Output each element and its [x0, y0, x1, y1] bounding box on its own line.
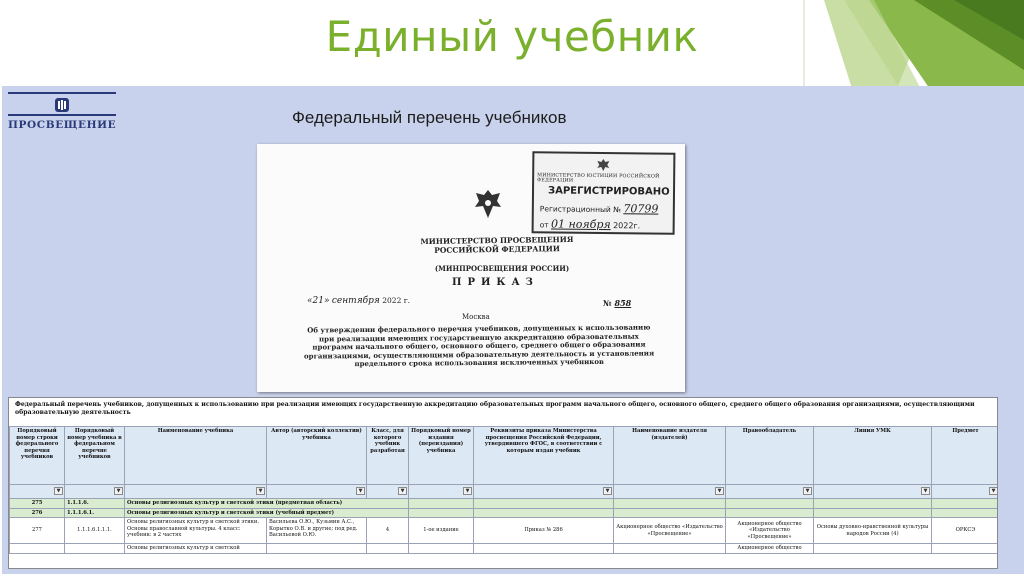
table-header-row [10, 427, 999, 485]
row-title: Основы религиозных культур и светской этики (предметная область) [125, 499, 409, 509]
filter-dropdown-button[interactable]: ▼ [989, 487, 998, 495]
eagle-emblem-icon [596, 158, 610, 172]
ministry-short: (МИНПРОСВЕЩЕНИЯ РОССИИ) [434, 264, 570, 273]
header-cell: Правообладатель [726, 427, 814, 485]
stamp-ministry: МИНИСТЕРСТВО ЮСТИЦИИ РОССИЙСКОЙ ФЕДЕРАЦИИ [537, 173, 660, 184]
stamp-reg-label: Регистрационный № [539, 204, 622, 215]
filter-dropdown-button[interactable]: ▼ [356, 487, 365, 495]
stamp-date-prefix: от [539, 220, 549, 230]
order-number [603, 298, 631, 308]
header-cell: Порядковый номер строки федерального перечня учебников [10, 427, 65, 485]
order-document [257, 144, 685, 392]
coat-of-arms-icon [473, 188, 503, 220]
filter-dropdown-button[interactable]: ▼ [921, 487, 930, 495]
order-date-year: 2022 г. [382, 296, 411, 305]
slide-picture [2, 86, 1024, 574]
row-title: Основы религиозных культур и светской этики. Основы православной культуры. 4 класс: учебник: в 2 частях [125, 518, 267, 544]
header-cell: Наименование издателя (издателей) [614, 427, 726, 485]
order-number-value: 858 [614, 298, 632, 308]
header-cell: Наименование учебника [125, 427, 267, 485]
sheet-caption: Федеральный перечень учебников, допущенных к использованию при реализации имеющих государственную аккредитацию образовательных программ начального общего, основного общего, среднего общего образования организациями, осуществляющими образовательную деятельность [15, 401, 975, 416]
filter-dropdown-button[interactable]: ▼ [603, 487, 612, 495]
ministry-line-1: МИНИСТЕРСТВО ПРОСВЕЩЕНИЯ [420, 234, 574, 247]
brand-bottom-line [8, 114, 116, 116]
table-row [10, 499, 999, 509]
row-code: 1.1.1.6.1.1.1. [65, 518, 125, 544]
stamp-date-value: 01 ноября [550, 217, 611, 232]
filter-dropdown-button[interactable]: ▼ [256, 487, 265, 495]
filter-dropdown-button[interactable]: ▼ [715, 487, 724, 495]
header-cell: Класс, для которого учебник разработан [367, 427, 409, 485]
stamp-reg-number [540, 201, 659, 215]
row-number: 276 [10, 508, 65, 518]
brand-name: ПРОСВЕЩЕНИЕ [8, 119, 117, 131]
row-owner: Акционерное общество «Издательство «Просвещение» [726, 518, 814, 544]
row-code: 1.1.1.6. [65, 499, 125, 509]
filter-dropdown-button[interactable]: ▼ [463, 487, 472, 495]
table-row [10, 544, 999, 554]
row-line: Основы духовно-нравственной культуры народов России (4) [814, 518, 932, 544]
row-title: Основы религиозных культур и светской этики (учебный предмет) [125, 508, 409, 518]
row-title: Основы религиозных культур и светской [125, 544, 267, 554]
order-title: ПРИКАЗ [452, 277, 539, 288]
order-subject: Об утверждении федерального перечня учебников, допущенных к использованию при реализации имеющих государственную аккредитацию образовательных программ начального общего, основного общего, среднего общего образования организациями, осуществляющими образовательную деятельность и установления предельного срока использования исключенных учебников [303, 322, 655, 369]
textbook-list-sheet [8, 397, 998, 569]
order-date [307, 296, 410, 306]
row-subject: ОРКСЭ [932, 518, 999, 544]
header-cell: Порядковый номер учебника в федеральном перечне учебников [65, 427, 125, 485]
ministry-line-2: РОССИЙСКОЙ ФЕДЕРАЦИИ [434, 244, 560, 255]
header-cell: Порядковый номер издания (переиздания) учебника [409, 427, 474, 485]
row-owner: Акционерное общество [726, 544, 814, 554]
row-code: 1.1.1.6.1. [65, 508, 125, 518]
brand-block [8, 92, 116, 131]
order-date-month: сентября [331, 296, 380, 306]
content-subtitle: Федеральный перечень учебников [292, 108, 567, 127]
header-cell: Предмет [932, 427, 999, 485]
order-number-label: № [603, 298, 612, 308]
filter-dropdown-button[interactable]: ▼ [398, 487, 407, 495]
header-cell: Реквизиты приказа Министерства просвещения Российской Федерации, утвердившего ФГОС, в соответствии с которым издан учебник [474, 427, 614, 485]
table-row [10, 508, 999, 518]
table-row [10, 518, 999, 544]
prosveshchenie-logo-icon [54, 97, 70, 113]
filter-dropdown-button[interactable]: ▼ [114, 487, 123, 495]
brand-top-line [8, 92, 116, 94]
filter-row [10, 485, 999, 499]
row-order: Приказ № 286 [474, 518, 614, 544]
order-city: Москва [462, 313, 490, 321]
ministry-name [377, 234, 617, 255]
filter-dropdown-button[interactable]: ▼ [54, 487, 63, 495]
row-edition: 1-ое издание [409, 518, 474, 544]
stamp-year: 2022г. [613, 221, 641, 231]
row-number: 277 [10, 518, 65, 544]
slide-title: Единый учебник [325, 12, 699, 61]
registration-stamp [532, 151, 676, 234]
order-date-day: «21» [307, 296, 330, 306]
row-number: 275 [10, 499, 65, 509]
decorative-triangles [784, 0, 1024, 95]
header-cell: Линия УМК [814, 427, 932, 485]
row-grade: 4 [367, 518, 409, 544]
stamp-registered: ЗАРЕГИСТРИРОВАНО [547, 185, 670, 198]
filter-dropdown-button[interactable]: ▼ [803, 487, 812, 495]
row-author: Васильева О.Ю., Кузьмин А.С., Корытко О.В. и другие; под ред. Васильевой О.Ю. [267, 518, 367, 544]
stamp-date [540, 217, 641, 231]
textbook-table [9, 426, 998, 554]
stamp-reg-value: 70799 [623, 202, 659, 216]
header-cell: Автор (авторский коллектив) учебника [267, 427, 367, 485]
row-publisher: Акционерное общество «Издательство «Просвещение» [614, 518, 726, 544]
